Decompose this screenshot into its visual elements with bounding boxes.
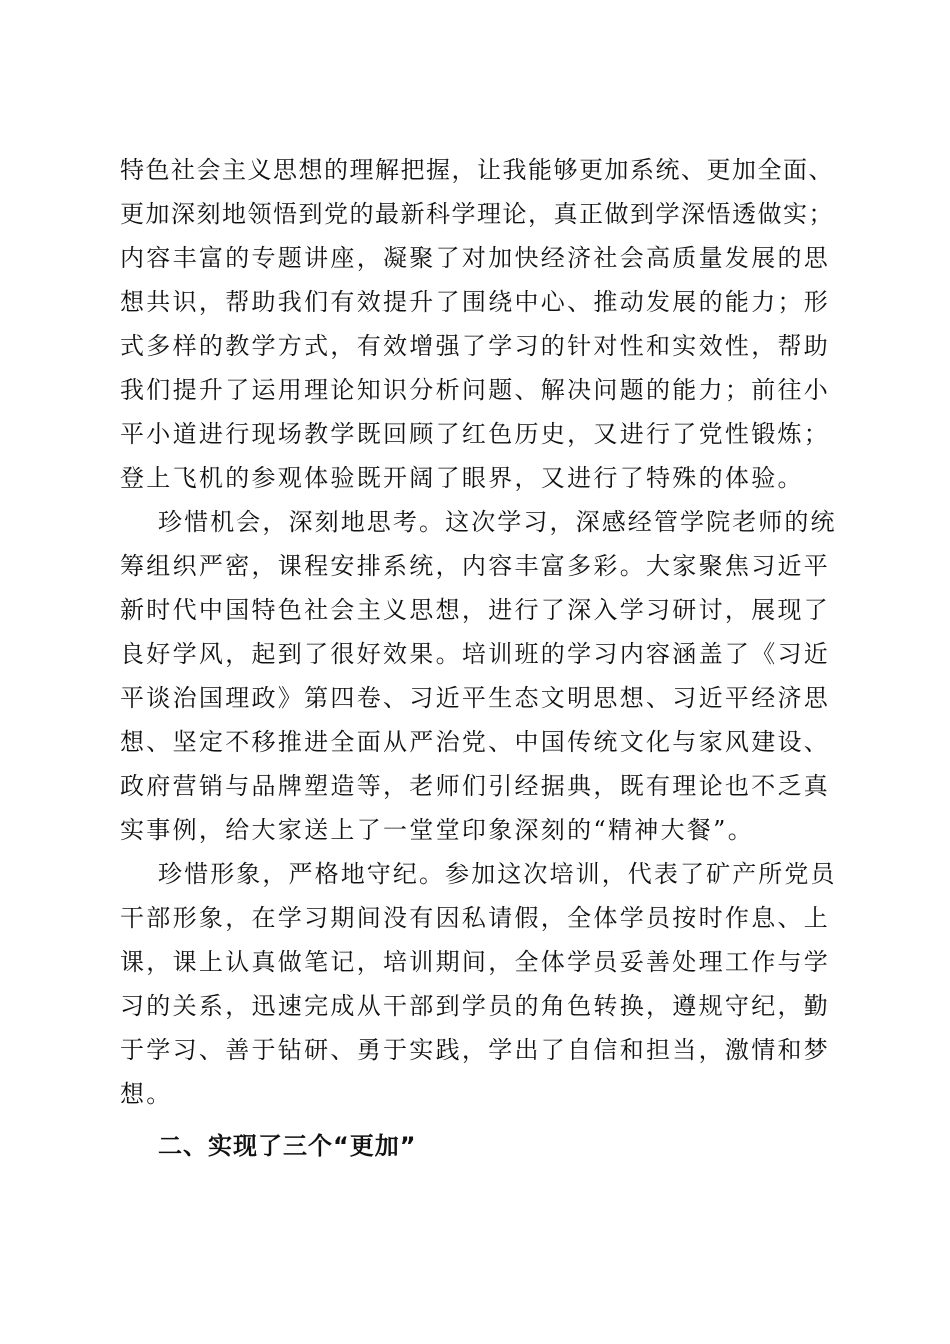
text-line: 想共识，帮助我们有效提升了围绕中心、推动发展的能力；形 (120, 288, 831, 316)
text-line: 更加深刻地领悟到党的最新科学理论，真正做到学深悟透做实； (120, 200, 834, 228)
text-line: 式多样的教学方式，有效增强了学习的针对性和实效性，帮助 (120, 332, 831, 360)
text-line: 平谈治国理政》第四卷、习近平生态文明思想、习近平经济思 (120, 684, 831, 712)
paragraph-start-line: 珍惜形象，严格地守纪。参加这次培训，代表了矿产所党员 (158, 860, 837, 888)
text-line: 实事例，给大家送上了一堂堂印象深刻的“精神大餐”。 (120, 816, 755, 844)
text-line: 平小道进行现场教学既回顾了红色历史，又进行了党性锻炼； (120, 420, 831, 448)
text-line: 良好学风，起到了很好效果。培训班的学习内容涵盖了《习近 (120, 640, 831, 668)
text-line: 筹组织严密，课程安排系统，内容丰富多彩。大家聚焦习近平 (120, 552, 831, 580)
text-line: 课，课上认真做笔记，培训期间，全体学员妥善处理工作与学 (120, 948, 831, 976)
text-line: 干部形象，在学习期间没有因私请假，全体学员按时作息、上 (120, 904, 831, 932)
text-line: 政府营销与品牌塑造等，老师们引经据典，既有理论也不乏真 (120, 772, 831, 800)
text-line: 想。 (120, 1080, 173, 1108)
text-line: 我们提升了运用理论知识分析问题、解决问题的能力；前往小 (120, 376, 831, 404)
text-line: 于学习、善于钻研、勇于实践，学出了自信和担当，激情和梦 (120, 1036, 831, 1064)
text-line: 想、坚定不移推进全面从严治党、中国传统文化与家风建设、 (120, 728, 831, 756)
text-line: 内容丰富的专题讲座，凝聚了对加快经济社会高质量发展的思 (120, 244, 831, 272)
text-line: 特色社会主义思想的理解把握，让我能够更加系统、更加全面、 (120, 156, 834, 184)
text-line: 习的关系，迅速完成从干部到学员的角色转换，遵规守纪，勤 (120, 992, 831, 1020)
section-heading: 二、实现了三个“更加” (158, 1132, 417, 1160)
text-line: 登上飞机的参观体验既开阔了眼界，又进行了特殊的体验。 (120, 464, 804, 492)
text-line: 新时代中国特色社会主义思想，进行了深入学习研讨，展现了 (120, 596, 831, 624)
paragraph-start-line: 珍惜机会，深刻地思考。这次学习，深感经管学院老师的统 (158, 508, 837, 536)
